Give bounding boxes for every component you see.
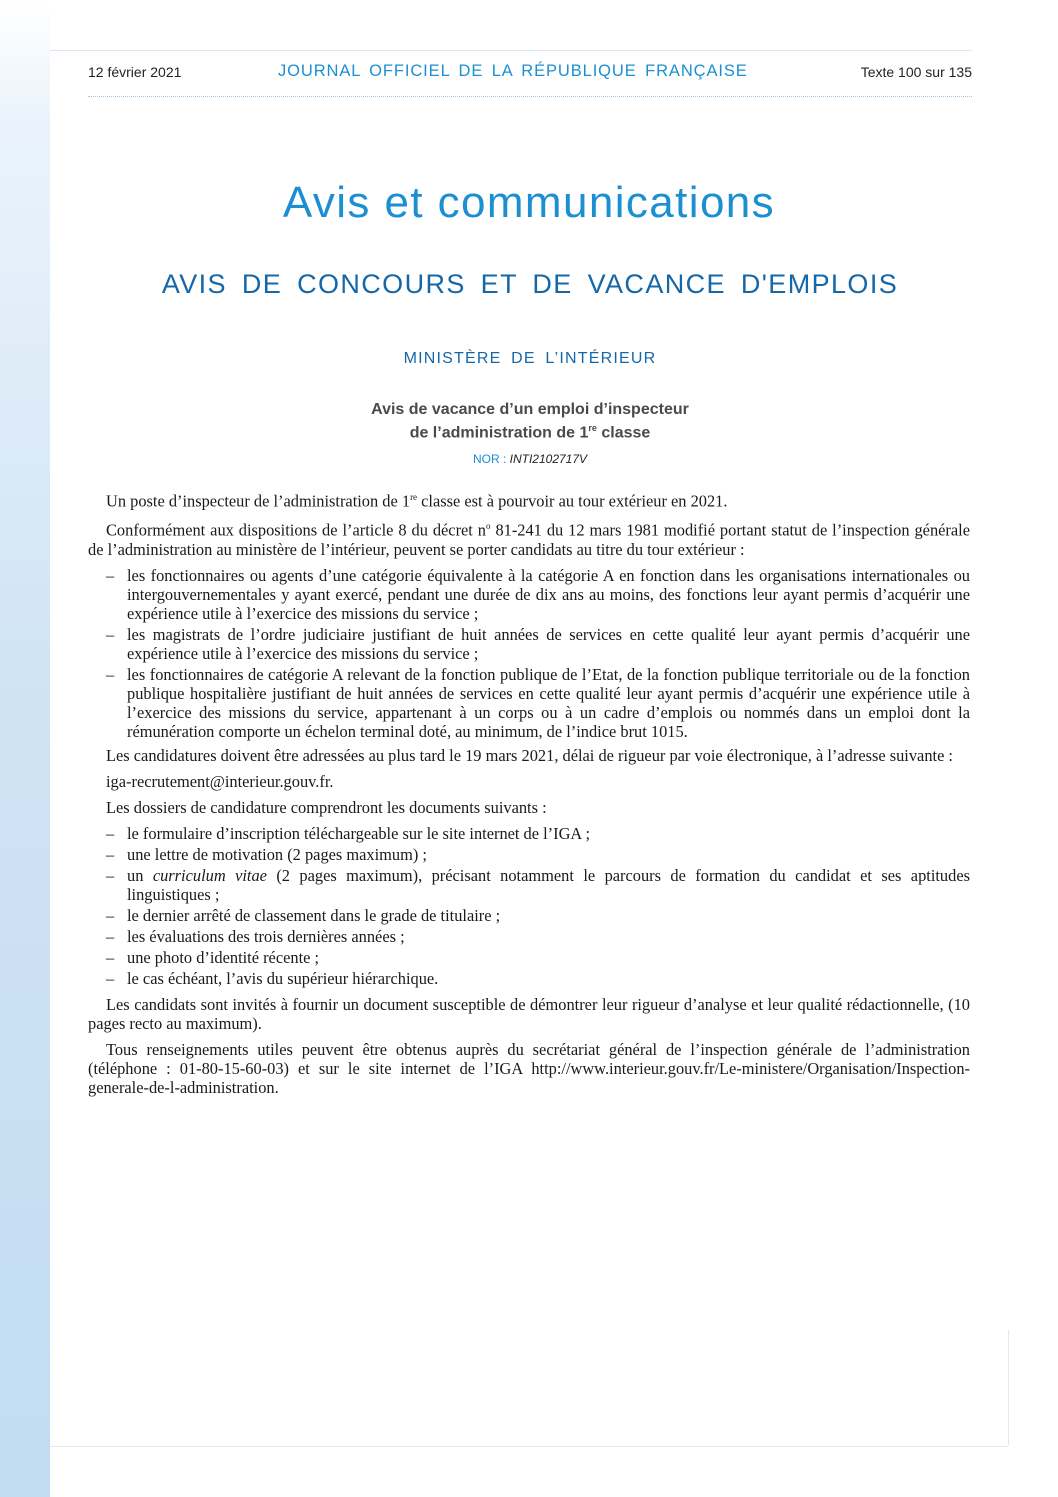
header-date: 12 février 2021: [88, 64, 182, 80]
list-item: – le dernier arrêté de classement dans le grade de titulaire ;: [106, 905, 501, 925]
nor-reference: [88, 452, 972, 466]
page-header: [88, 62, 972, 86]
contact-email: iga-recrutement@interieur.gouv.fr.: [106, 771, 334, 791]
nor-value: INTI2102717V: [509, 452, 588, 466]
notice-title: [88, 400, 972, 442]
list-item: – les fonctionnaires de catégorie A relevant de la fonction publique de l’Etat, de la fonction publique territoriale ou de la fonction publique hospitalière justifiant de huit années de services en cette qualité leur ayant permis d’acquérir une expérience utile à l’exercice des missions du service, appartenant à un corps ou à un cadre d’emplois ou nommés dans un emploi dont la rémunération comporte un échelon terminal doté, au minimum, de l’indice brut 1015.: [106, 664, 970, 741]
paragraph-writing-sample: Les candidats sont invités à fournir un document susceptible de démontrer leur rigueur d’analyse et leur qualité rédactionnelle, (10 pages recto au maximum).: [88, 994, 970, 1033]
eligibility-list: [88, 566, 970, 741]
list-item: – une photo d’identité récente ;: [106, 947, 320, 967]
list-item: – un curriculum vitae (2 pages maximum), précisant notamment le parcours de formation du candidat et ses aptitudes linguistiques ;: [106, 865, 970, 904]
paragraph-eligibility: Conformément aux dispositions de l’article 8 du décret $n^o$ 81-241 du 12 mars 1981 modifié portant statut de l’inspection générale de l’administration au ministère de l’intérieur, peuvent se porter candidats au titre du tour extérieur :: [88, 520, 970, 559]
header-divider: [88, 96, 972, 97]
section-title: Avis et communications: [282, 178, 776, 227]
notice-title-line1: Avis de vacance d’un emploi d’inspecteur: [371, 401, 689, 418]
page-frame-bottom: [50, 1446, 1008, 1447]
sub-section-title: AVIS DE CONCOURS ET DE VACANCE D'EMPLOIS: [161, 269, 899, 299]
header-journal-title: JOURNAL OFFICIEL DE LA RÉPUBLIQUE FRANÇAISE: [278, 62, 748, 80]
documents-list: [88, 824, 970, 988]
notice-title-line2: de l’administration de 1re classe: [409, 423, 651, 442]
paragraph-deadline: Les candidatures doivent être adressées au plus tard le 19 mars 2021, délai de rigueur par voie électronique, à l’adresse suivante :: [106, 745, 953, 765]
page-frame-right: [1008, 1330, 1009, 1445]
list-item: – le formulaire d’inscription téléchargeable sur le site internet de l’IGA ;: [106, 823, 591, 843]
paragraph-information: Tous renseignements utiles peuvent être obtenus auprès du secrétariat général de l’inspection générale de l’administration (téléphone : 01-80-15-60-03) et sur le site internet de l’IGA http://www.interieur.gouv.fr/Le-ministere/Organisation/Inspection-generale-de-l-administration.: [88, 1039, 970, 1097]
list-item: – les fonctionnaires ou agents d’une catégorie équivalente à la catégorie A en fonction dans les organisations internationales ou intergouvernementales y ayant exercé, pendant une durée de dix ans au moins, des fonctions leur ayant permis d’acquérir une expérience utile à l’exercice des missions du service ;: [106, 565, 970, 623]
list-item: – les évaluations des trois dernières années ;: [106, 926, 405, 946]
nor-label: NOR :: [472, 452, 510, 466]
header-text-number: Texte 100 sur 135: [860, 64, 972, 80]
paragraph-post-available: Un poste d’inspecteur de l’administration de 1re classe est à pourvoir au tour extérieur en 2021.: [106, 491, 728, 511]
list-item: – les magistrats de l’ordre judiciaire justifiant de huit années de services en cette qualité leur ayant permis d’acquérir une expérience utile à l’exercice des missions du service ;: [106, 624, 970, 663]
list-item: – une lettre de motivation (2 pages maximum) ;: [106, 844, 427, 864]
ministry-heading: MINISTÈRE DE L’INTÉRIEUR: [403, 350, 657, 367]
notice-body: [88, 488, 970, 1104]
list-item: – le cas échéant, l’avis du supérieur hiérarchique.: [106, 968, 439, 988]
paragraph-documents: Les dossiers de candidature comprendront les documents suivants :: [106, 797, 547, 817]
page-frame-top: [50, 50, 972, 51]
